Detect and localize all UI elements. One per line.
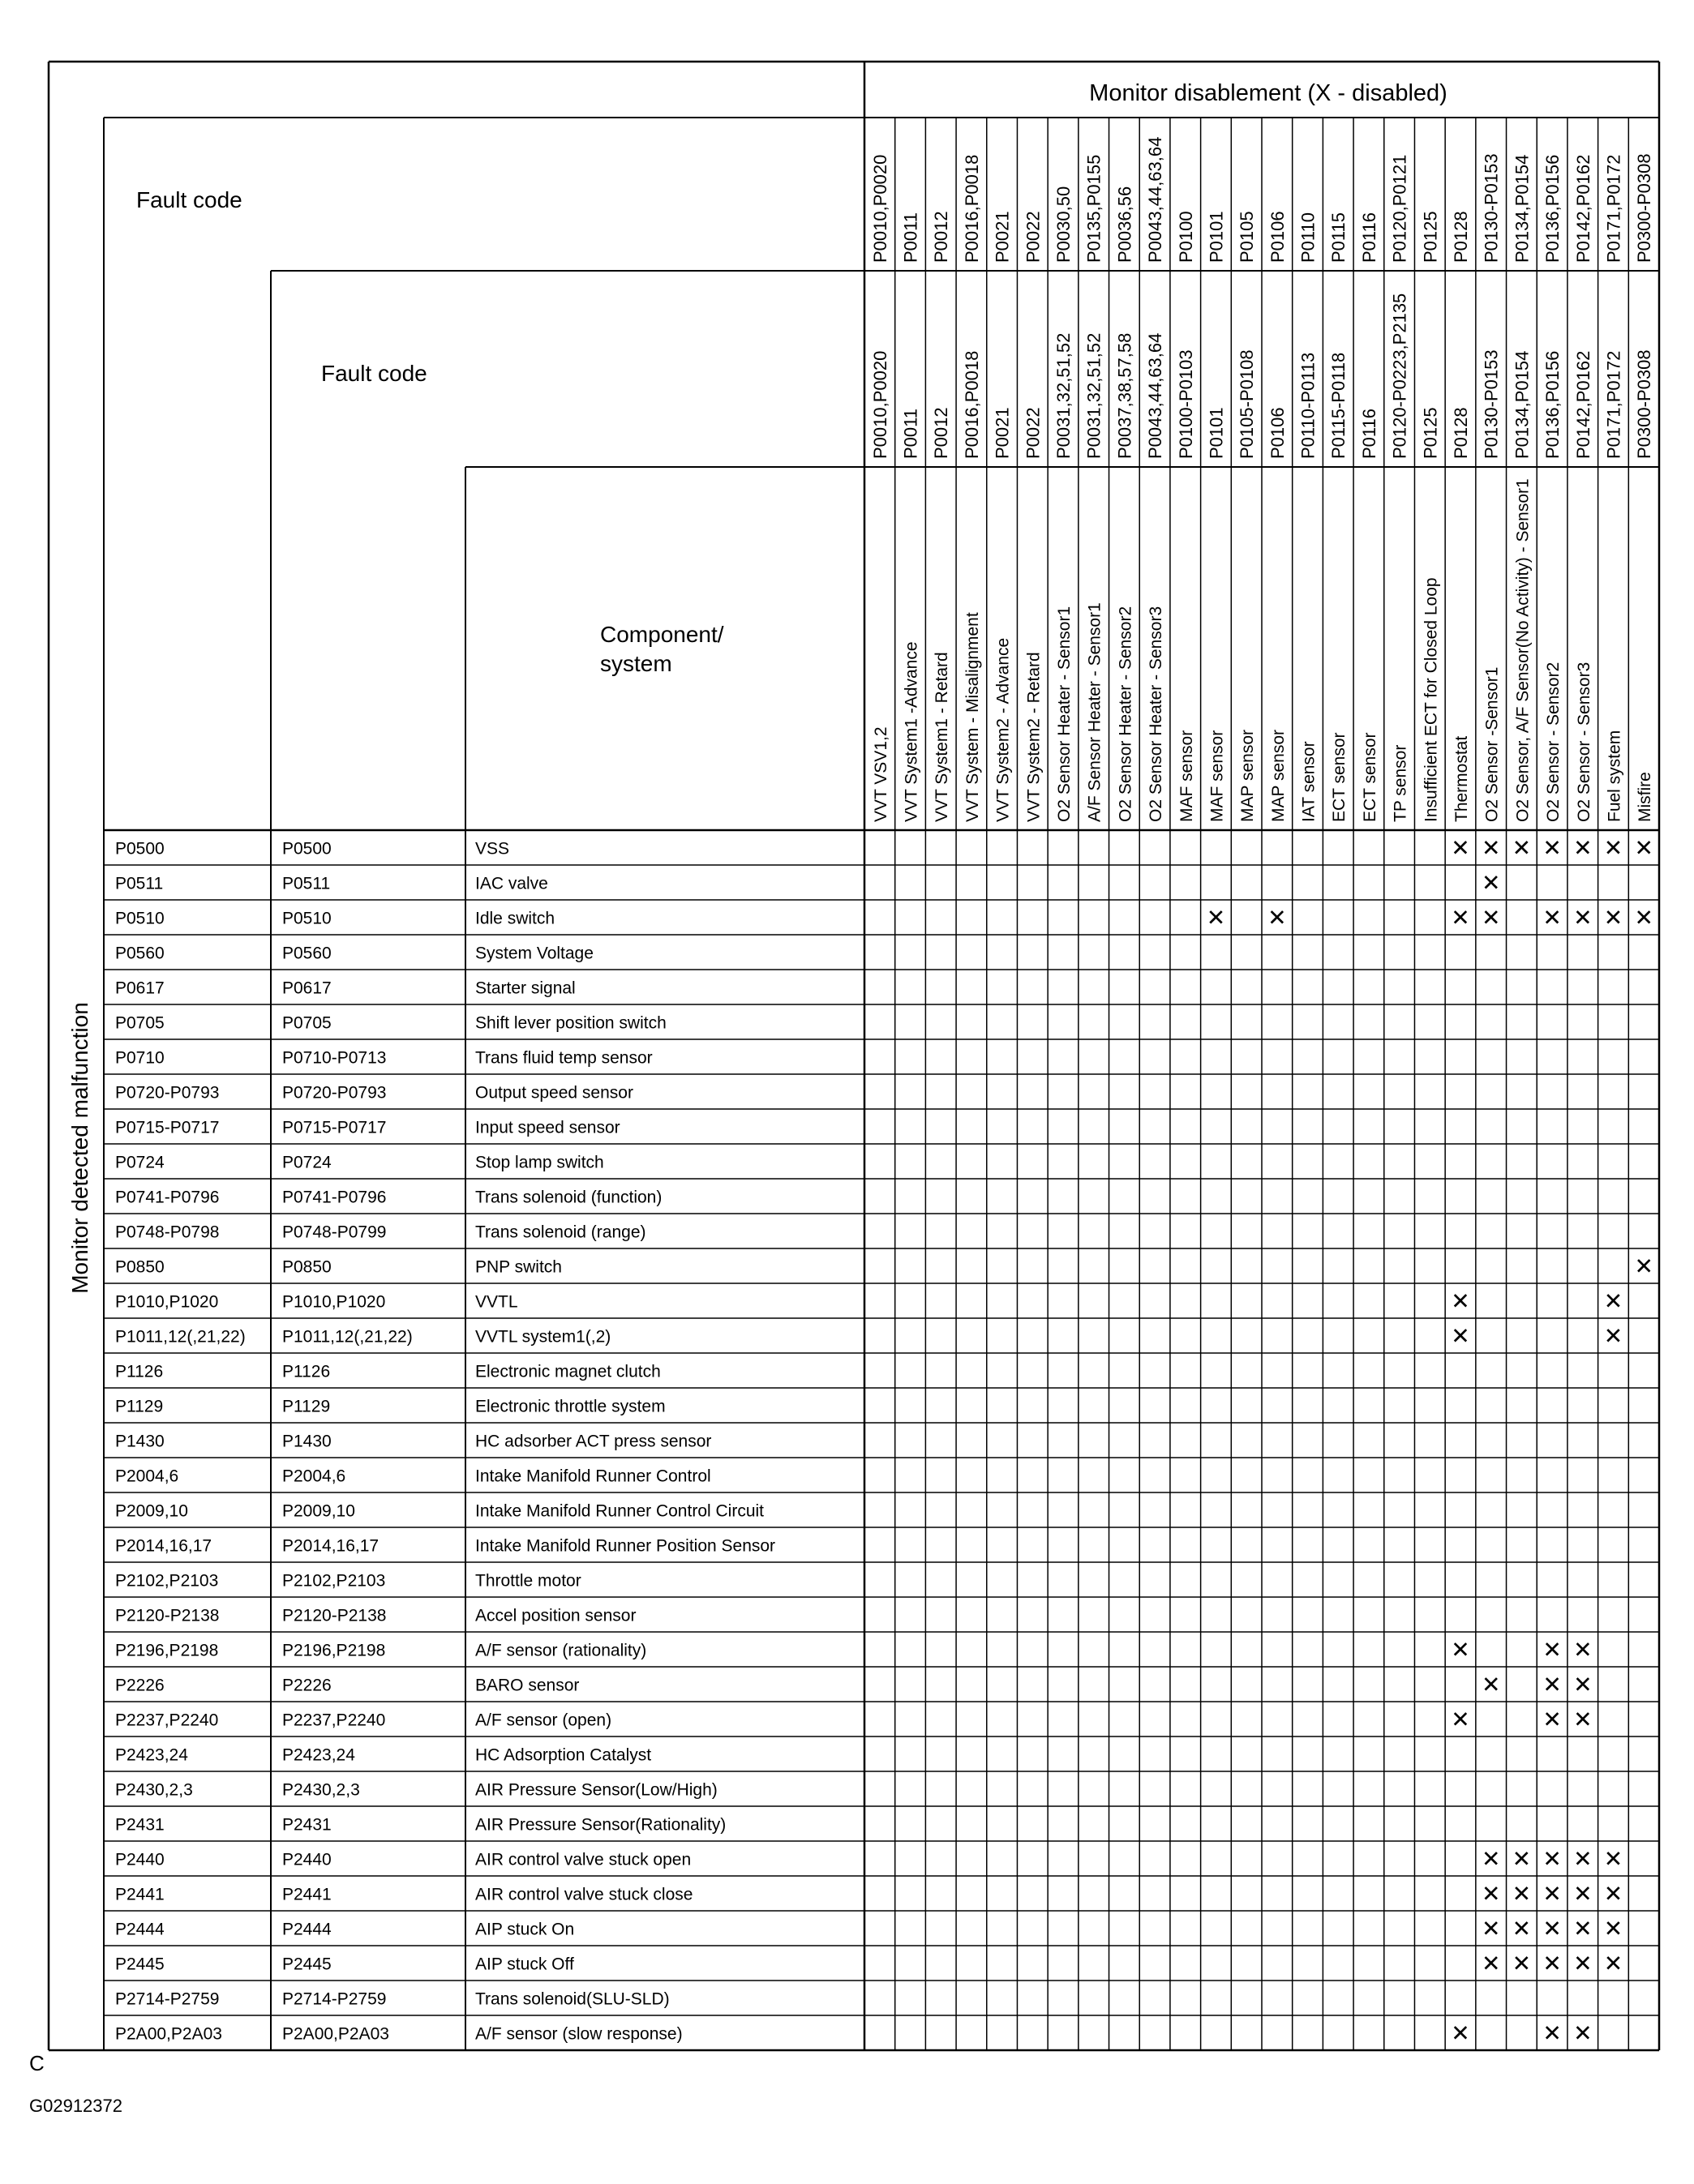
disabled-mark: ✕ bbox=[1481, 1846, 1501, 1872]
row-code2-cell: P2102,P2103 bbox=[282, 1571, 386, 1591]
disabled-mark: ✕ bbox=[1573, 1916, 1593, 1942]
column-18-code1-label: P0125 bbox=[1420, 211, 1441, 263]
figure-id: G02912372 bbox=[29, 2096, 122, 2116]
column-1-component-label: VVT System1 -Advance bbox=[902, 641, 921, 822]
column-22-component-label: O2 Sensor - Sensor2 bbox=[1544, 662, 1563, 822]
column-23-code1-label: P0142,P0162 bbox=[1572, 154, 1593, 263]
table-row bbox=[115, 1432, 711, 1451]
disabled-mark: ✕ bbox=[1481, 870, 1501, 896]
row-code1-cell: P2714-P2759 bbox=[115, 1989, 220, 2009]
row-code1-cell: P2431 bbox=[115, 1815, 165, 1835]
row-code1-cell: P2009,10 bbox=[115, 1501, 188, 1521]
row-component-cell: VSS bbox=[475, 839, 510, 859]
row-code1-cell: P1126 bbox=[115, 1362, 164, 1381]
column-0-component-label: VVT VSV1,2 bbox=[871, 726, 890, 822]
row-component-cell: AIR Pressure Sensor(Rationality) bbox=[475, 1815, 727, 1835]
row-code1-cell: P2441 bbox=[115, 1885, 165, 1904]
row-code2-cell: P0710-P0713 bbox=[282, 1048, 387, 1068]
row-code1-cell: P0617 bbox=[115, 979, 165, 998]
component-system-header-line2: system bbox=[600, 651, 672, 676]
row-component-cell: BARO sensor bbox=[475, 1676, 580, 1695]
table-row bbox=[115, 1816, 726, 1835]
row-code1-cell: P2120-P2138 bbox=[115, 1606, 220, 1625]
row-code1-cell: P2004,6 bbox=[115, 1467, 179, 1486]
disabled-mark: ✕ bbox=[1573, 1707, 1593, 1732]
column-2-code1-label: P0012 bbox=[931, 211, 952, 263]
column-8-component-label: O2 Sensor Heater - Sensor2 bbox=[1116, 606, 1135, 822]
row-component-cell: VVTL system1(,2) bbox=[475, 1327, 611, 1347]
row-code2-cell: P0560 bbox=[282, 944, 332, 963]
column-7-code2-label: P0031,32,51,52 bbox=[1083, 332, 1104, 459]
column-16-code2-label: P0116 bbox=[1358, 409, 1379, 459]
disabled-mark: ✕ bbox=[1573, 1951, 1593, 1976]
row-component-cell: A/F sensor (rationality) bbox=[475, 1641, 647, 1660]
caption-letter: C bbox=[29, 2051, 45, 2075]
row-component-cell: AIP stuck On bbox=[475, 1920, 575, 1939]
disabled-mark: ✕ bbox=[1512, 1846, 1532, 1872]
row-code2-cell: P2430,2,3 bbox=[282, 1780, 360, 1800]
table-row bbox=[115, 1119, 620, 1137]
column-14-code2-label: P0110-P0113 bbox=[1297, 352, 1319, 459]
row-code1-cell: P0705 bbox=[115, 1013, 165, 1033]
row-code2-cell: P2196,P2198 bbox=[282, 1641, 386, 1660]
disabled-mark: ✕ bbox=[1634, 905, 1653, 931]
row-component-cell: VVTL bbox=[475, 1292, 518, 1312]
row-code1-cell: P0500 bbox=[115, 839, 165, 859]
row-code2-cell: P1011,12(,21,22) bbox=[282, 1327, 413, 1347]
table-row bbox=[115, 1537, 775, 1556]
disabled-mark: ✕ bbox=[1451, 1288, 1470, 1314]
column-5-code2-label: P0022 bbox=[1023, 407, 1044, 459]
row-code1-cell: P0510 bbox=[115, 909, 165, 928]
column-3-code2-label: P0016,P0018 bbox=[961, 350, 982, 459]
column-21-code2-label: P0134,P0154 bbox=[1512, 350, 1533, 459]
row-code1-cell: P0748-P0798 bbox=[115, 1223, 220, 1242]
disabled-mark: ✕ bbox=[1542, 1707, 1562, 1732]
column-9-component-label: O2 Sensor Heater - Sensor3 bbox=[1147, 606, 1166, 822]
column-16-code1-label: P0116 bbox=[1358, 212, 1379, 263]
row-code1-cell: P2444 bbox=[115, 1920, 165, 1939]
row-component-cell: Idle switch bbox=[475, 909, 555, 928]
table-row bbox=[115, 1607, 636, 1625]
row-component-cell: Trans solenoid(SLU-SLD) bbox=[475, 1989, 670, 2009]
row-code1-cell: P1129 bbox=[115, 1397, 164, 1416]
disabled-mark: ✕ bbox=[1481, 905, 1501, 931]
disabled-mark: ✕ bbox=[1451, 1637, 1470, 1663]
row-code2-cell: P2237,P2240 bbox=[282, 1711, 386, 1730]
table-row bbox=[115, 1324, 1623, 1349]
disabled-mark: ✕ bbox=[1573, 1637, 1593, 1663]
table-row bbox=[115, 1572, 581, 1591]
table-row bbox=[115, 1672, 1593, 1698]
column-21-component-label: O2 Sensor, A/F Sensor(No Activity) - Sensor1 bbox=[1513, 478, 1533, 822]
disabled-mark: ✕ bbox=[1206, 905, 1226, 931]
disabled-mark: ✕ bbox=[1542, 835, 1562, 861]
disabled-mark: ✕ bbox=[1542, 1951, 1562, 1976]
table-row bbox=[115, 1398, 666, 1416]
row-code2-cell: P2714-P2759 bbox=[282, 1989, 387, 2009]
table-row bbox=[115, 1990, 670, 2009]
disabled-mark: ✕ bbox=[1542, 1881, 1562, 1907]
row-component-cell: Throttle motor bbox=[475, 1571, 581, 1591]
table-row bbox=[115, 1847, 1623, 1872]
table-row bbox=[115, 1638, 1593, 1663]
column-14-code1-label: P0110 bbox=[1297, 212, 1319, 263]
table-row bbox=[115, 836, 1653, 861]
row-code2-cell: P2009,10 bbox=[282, 1501, 355, 1521]
row-component-cell: AIR control valve stuck close bbox=[475, 1885, 693, 1904]
row-component-cell: HC adsorber ACT press sensor bbox=[475, 1432, 712, 1451]
row-component-cell: Electronic throttle system bbox=[475, 1397, 666, 1416]
row-component-cell: Accel position sensor bbox=[475, 1606, 637, 1625]
column-1-code1-label: P0011 bbox=[900, 212, 921, 263]
disabled-mark: ✕ bbox=[1481, 1951, 1501, 1976]
column-13-component-label: MAP sensor bbox=[1268, 730, 1288, 822]
component-system-header-line1: Component/ bbox=[600, 622, 724, 647]
row-code2-cell: P2445 bbox=[282, 1955, 332, 1974]
disabled-mark: ✕ bbox=[1603, 1846, 1623, 1872]
disabled-mark: ✕ bbox=[1573, 1846, 1593, 1872]
column-3-code1-label: P0016,P0018 bbox=[961, 154, 982, 263]
column-9-code2-label: P0043,44,63,64 bbox=[1145, 332, 1166, 459]
table-row bbox=[115, 979, 576, 998]
column-23-code2-label: P0142,P0162 bbox=[1572, 350, 1593, 459]
column-23-component-label: O2 Sensor - Sensor3 bbox=[1574, 662, 1593, 822]
row-component-cell: AIP stuck Off bbox=[475, 1955, 574, 1974]
row-code1-cell: P2226 bbox=[115, 1676, 165, 1695]
row-code1-cell: P0511 bbox=[115, 874, 164, 893]
disabled-mark: ✕ bbox=[1451, 1323, 1470, 1349]
disabled-mark: ✕ bbox=[1603, 905, 1623, 931]
row-code1-cell: P0724 bbox=[115, 1153, 165, 1172]
disabled-mark: ✕ bbox=[1542, 1916, 1562, 1942]
row-code1-cell: P2196,P2198 bbox=[115, 1641, 219, 1660]
column-4-code1-label: P0021 bbox=[992, 211, 1013, 263]
table-row bbox=[115, 1363, 661, 1381]
disabled-mark: ✕ bbox=[1542, 905, 1562, 931]
row-code2-cell: P2440 bbox=[282, 1850, 332, 1869]
column-17-code2-label: P0120-P0223,P2135 bbox=[1389, 293, 1410, 459]
table-row bbox=[115, 1882, 1623, 1907]
table-row bbox=[115, 1289, 1623, 1314]
row-component-cell: PNP switch bbox=[475, 1257, 562, 1277]
row-code2-cell: P2004,6 bbox=[282, 1467, 346, 1486]
table-row bbox=[115, 906, 1653, 931]
row-code2-cell: P2A00,P2A03 bbox=[282, 2024, 389, 2044]
column-21-code1-label: P0134,P0154 bbox=[1512, 154, 1533, 263]
row-code2-cell: P0850 bbox=[282, 1257, 332, 1277]
disabled-mark: ✕ bbox=[1573, 2020, 1593, 2046]
column-25-code1-label: P0300-P0308 bbox=[1634, 153, 1655, 263]
row-code2-cell: P1430 bbox=[282, 1432, 332, 1451]
row-component-cell: Stop lamp switch bbox=[475, 1153, 604, 1172]
row-code1-cell: P2A00,P2A03 bbox=[115, 2024, 222, 2044]
table-row bbox=[115, 1188, 662, 1207]
row-component-cell: AIR control valve stuck open bbox=[475, 1850, 692, 1869]
disabled-mark: ✕ bbox=[1603, 835, 1623, 861]
column-2-component-label: VVT System1 - Retard bbox=[933, 652, 952, 822]
row-code1-cell: P2014,16,17 bbox=[115, 1536, 212, 1556]
column-4-code2-label: P0021 bbox=[992, 407, 1013, 459]
row-code1-cell: P0850 bbox=[115, 1257, 165, 1277]
column-14-component-label: IAT sensor bbox=[1299, 741, 1319, 822]
row-code1-cell: P2445 bbox=[115, 1955, 165, 1974]
table-row bbox=[115, 1781, 718, 1800]
column-8-code1-label: P0036,56 bbox=[1114, 186, 1135, 263]
column-3-component-label: VVT System - Misalignment bbox=[963, 612, 982, 822]
row-component-cell: Trans solenoid (range) bbox=[475, 1223, 646, 1242]
column-11-code1-label: P0101 bbox=[1206, 211, 1227, 263]
column-20-code1-label: P0130-P0153 bbox=[1481, 153, 1502, 263]
disabled-mark: ✕ bbox=[1512, 1951, 1532, 1976]
row-code1-cell: P2440 bbox=[115, 1850, 165, 1869]
row-code2-cell: P0510 bbox=[282, 909, 332, 928]
disabled-mark: ✕ bbox=[1603, 1951, 1623, 1976]
disabled-mark: ✕ bbox=[1481, 1881, 1501, 1907]
row-code2-cell: P2444 bbox=[282, 1920, 332, 1939]
column-11-component-label: MAF sensor bbox=[1207, 730, 1227, 822]
disabled-mark: ✕ bbox=[1451, 1707, 1470, 1732]
row-code1-cell: P0710 bbox=[115, 1048, 165, 1068]
table-row bbox=[115, 944, 594, 963]
row-component-cell: Starter signal bbox=[475, 979, 576, 998]
column-22-code1-label: P0136,P0156 bbox=[1542, 154, 1563, 263]
row-code1-cell: P0720-P0793 bbox=[115, 1083, 220, 1103]
table-row bbox=[115, 1502, 764, 1521]
column-24-code1-label: P0171,P0172 bbox=[1603, 154, 1624, 263]
column-20-component-label: O2 Sensor -Sensor1 bbox=[1482, 666, 1502, 822]
table-body bbox=[115, 836, 1653, 2046]
row-code2-cell: P2423,24 bbox=[282, 1745, 355, 1765]
disabled-mark: ✕ bbox=[1542, 2020, 1562, 2046]
column-22-code2-label: P0136,P0156 bbox=[1542, 350, 1563, 459]
disabled-mark: ✕ bbox=[1542, 1637, 1562, 1663]
row-code2-cell: P2441 bbox=[282, 1885, 332, 1904]
disabled-mark: ✕ bbox=[1512, 1881, 1532, 1907]
column-2-code2-label: P0012 bbox=[931, 407, 952, 459]
fault-code-header-inner: Fault code bbox=[321, 361, 427, 386]
column-6-code1-label: P0030,50 bbox=[1053, 186, 1074, 263]
row-code1-cell: P0741-P0796 bbox=[115, 1188, 220, 1207]
column-10-code2-label: P0100-P0103 bbox=[1175, 349, 1196, 459]
table-row bbox=[115, 1467, 711, 1486]
column-9-code1-label: P0043,44,63,64 bbox=[1145, 136, 1166, 263]
row-code2-cell: P0715-P0717 bbox=[282, 1118, 387, 1137]
disabled-mark: ✕ bbox=[1573, 1881, 1593, 1907]
row-code1-cell: P2430,2,3 bbox=[115, 1780, 193, 1800]
table-row bbox=[115, 2021, 1593, 2046]
row-component-cell: Shift lever position switch bbox=[475, 1013, 667, 1033]
disabled-mark: ✕ bbox=[1481, 835, 1501, 861]
row-code2-cell: P1126 bbox=[282, 1362, 331, 1381]
column-19-component-label: Thermostat bbox=[1452, 735, 1471, 822]
disabled-mark: ✕ bbox=[1451, 905, 1470, 931]
row-code2-cell: P0720-P0793 bbox=[282, 1083, 387, 1103]
column-18-component-label: Insufficient ECT for Closed Loop bbox=[1422, 577, 1441, 822]
row-component-cell: Intake Manifold Runner Control Circuit bbox=[475, 1501, 764, 1521]
row-code1-cell: P1010,P1020 bbox=[115, 1292, 219, 1312]
disabled-mark: ✕ bbox=[1634, 1253, 1653, 1279]
table-row bbox=[115, 1746, 651, 1765]
disabled-mark: ✕ bbox=[1603, 1323, 1623, 1349]
disabled-mark: ✕ bbox=[1451, 2020, 1470, 2046]
column-19-code1-label: P0128 bbox=[1451, 211, 1471, 263]
column-11-code2-label: P0101 bbox=[1206, 407, 1227, 459]
monitor-disablement-header: Monitor disablement (X - disabled) bbox=[1089, 80, 1447, 106]
row-component-cell: Trans fluid temp sensor bbox=[475, 1048, 653, 1068]
row-component-cell: A/F sensor (slow response) bbox=[475, 2024, 683, 2044]
row-code2-cell: P2014,16,17 bbox=[282, 1536, 380, 1556]
row-code2-cell: P0705 bbox=[282, 1013, 332, 1033]
row-code2-cell: P0617 bbox=[282, 979, 332, 998]
table-row bbox=[115, 1223, 646, 1242]
column-17-code1-label: P0120,P0121 bbox=[1389, 154, 1410, 263]
column-20-code2-label: P0130-P0153 bbox=[1481, 349, 1502, 459]
column-6-code2-label: P0031,32,51,52 bbox=[1053, 332, 1074, 459]
row-code1-cell: P0560 bbox=[115, 944, 165, 963]
table-row bbox=[115, 1916, 1623, 1942]
row-code2-cell: P2120-P2138 bbox=[282, 1606, 387, 1625]
table-row bbox=[115, 1014, 667, 1033]
column-10-code1-label: P0100 bbox=[1175, 211, 1196, 263]
column-7-code1-label: P0135,P0155 bbox=[1083, 154, 1104, 263]
column-10-component-label: MAF sensor bbox=[1177, 730, 1196, 822]
disabled-mark: ✕ bbox=[1512, 1916, 1532, 1942]
column-0-code1-label: P0010,P0020 bbox=[869, 154, 890, 263]
disabled-mark: ✕ bbox=[1481, 1672, 1501, 1698]
column-15-code2-label: P0115-P0118 bbox=[1328, 352, 1349, 459]
disabled-mark: ✕ bbox=[1512, 835, 1532, 861]
column-12-code1-label: P0105 bbox=[1237, 211, 1258, 263]
column-17-component-label: TP sensor bbox=[1391, 744, 1410, 822]
row-component-cell: Electronic magnet clutch bbox=[475, 1362, 661, 1381]
row-component-cell: IAC valve bbox=[475, 874, 548, 893]
row-component-cell: Intake Manifold Runner Position Sensor bbox=[475, 1536, 776, 1556]
column-7-component-label: A/F Sensor Heater - Sensor1 bbox=[1085, 602, 1104, 822]
disabled-mark: ✕ bbox=[1573, 835, 1593, 861]
row-component-cell: Trans solenoid (function) bbox=[475, 1188, 663, 1207]
row-component-cell: Intake Manifold Runner Control bbox=[475, 1467, 711, 1486]
disabled-mark: ✕ bbox=[1267, 905, 1287, 931]
row-code1-cell: P1430 bbox=[115, 1432, 165, 1451]
disabled-mark: ✕ bbox=[1603, 1288, 1623, 1314]
row-code2-cell: P1129 bbox=[282, 1397, 331, 1416]
row-code2-cell: P2431 bbox=[282, 1815, 332, 1835]
disabled-mark: ✕ bbox=[1603, 1916, 1623, 1942]
row-component-cell: A/F sensor (open) bbox=[475, 1711, 612, 1730]
column-15-component-label: ECT sensor bbox=[1330, 732, 1349, 822]
disabled-mark: ✕ bbox=[1542, 1672, 1562, 1698]
column-1-code2-label: P0011 bbox=[900, 409, 921, 459]
row-code1-cell: P0715-P0717 bbox=[115, 1118, 220, 1137]
row-code2-cell: P1010,P1020 bbox=[282, 1292, 386, 1312]
row-code1-cell: P2423,24 bbox=[115, 1745, 188, 1765]
row-component-cell: HC Adsorption Catalyst bbox=[475, 1745, 652, 1765]
table-row bbox=[115, 1154, 604, 1172]
row-component-cell: System Voltage bbox=[475, 944, 594, 963]
monitor-detected-malfunction-label: Monitor detected malfunction bbox=[67, 1002, 92, 1294]
column-0-code2-label: P0010,P0020 bbox=[869, 350, 890, 459]
row-code2-cell: P0724 bbox=[282, 1153, 332, 1172]
disabled-mark: ✕ bbox=[1573, 1672, 1593, 1698]
table-row bbox=[115, 1254, 1653, 1279]
disabled-mark: ✕ bbox=[1603, 1881, 1623, 1907]
row-code1-cell: P2102,P2103 bbox=[115, 1571, 219, 1591]
disabled-mark: ✕ bbox=[1634, 835, 1653, 861]
column-6-component-label: O2 Sensor Heater - Sensor1 bbox=[1055, 606, 1074, 822]
row-code2-cell: P0741-P0796 bbox=[282, 1188, 387, 1207]
column-15-code1-label: P0115 bbox=[1328, 212, 1349, 263]
disabled-mark: ✕ bbox=[1573, 905, 1593, 931]
column-25-component-label: Misfire bbox=[1636, 772, 1655, 822]
column-12-component-label: MAP sensor bbox=[1238, 730, 1258, 822]
disabled-mark: ✕ bbox=[1451, 835, 1470, 861]
column-8-code2-label: P0037,38,57,58 bbox=[1114, 332, 1135, 459]
fault-code-header-outer: Fault code bbox=[136, 187, 242, 212]
table-row bbox=[115, 1049, 653, 1068]
column-24-code2-label: P0171,P0172 bbox=[1603, 350, 1624, 459]
column-18-code2-label: P0125 bbox=[1420, 407, 1441, 459]
column-24-component-label: Fuel system bbox=[1605, 730, 1624, 822]
column-5-component-label: VVT System2 - Retard bbox=[1024, 652, 1044, 822]
row-component-cell: AIR Pressure Sensor(Low/High) bbox=[475, 1780, 718, 1800]
column-4-component-label: VVT System2 - Advance bbox=[993, 637, 1013, 822]
column-16-component-label: ECT sensor bbox=[1360, 732, 1379, 822]
table-row bbox=[115, 1707, 1593, 1732]
column-19-code2-label: P0128 bbox=[1451, 407, 1471, 459]
row-code2-cell: P0500 bbox=[282, 839, 332, 859]
table-row bbox=[115, 1951, 1623, 1976]
row-code2-cell: P0748-P0799 bbox=[282, 1223, 387, 1242]
disabled-mark: ✕ bbox=[1481, 1916, 1501, 1942]
row-code1-cell: P1011,12(,21,22) bbox=[115, 1327, 246, 1347]
row-code2-cell: P2226 bbox=[282, 1676, 332, 1695]
disabled-mark: ✕ bbox=[1542, 1846, 1562, 1872]
column-13-code2-label: P0106 bbox=[1267, 407, 1288, 459]
column-13-code1-label: P0106 bbox=[1267, 211, 1288, 263]
table-row bbox=[115, 1084, 633, 1103]
row-component-cell: Input speed sensor bbox=[475, 1118, 620, 1137]
column-5-code1-label: P0022 bbox=[1023, 211, 1044, 263]
row-code2-cell: P0511 bbox=[282, 874, 331, 893]
row-code1-cell: P2237,P2240 bbox=[115, 1711, 219, 1730]
row-component-cell: Output speed sensor bbox=[475, 1083, 633, 1103]
column-12-code2-label: P0105-P0108 bbox=[1237, 349, 1258, 459]
column-25-code2-label: P0300-P0308 bbox=[1634, 349, 1655, 459]
